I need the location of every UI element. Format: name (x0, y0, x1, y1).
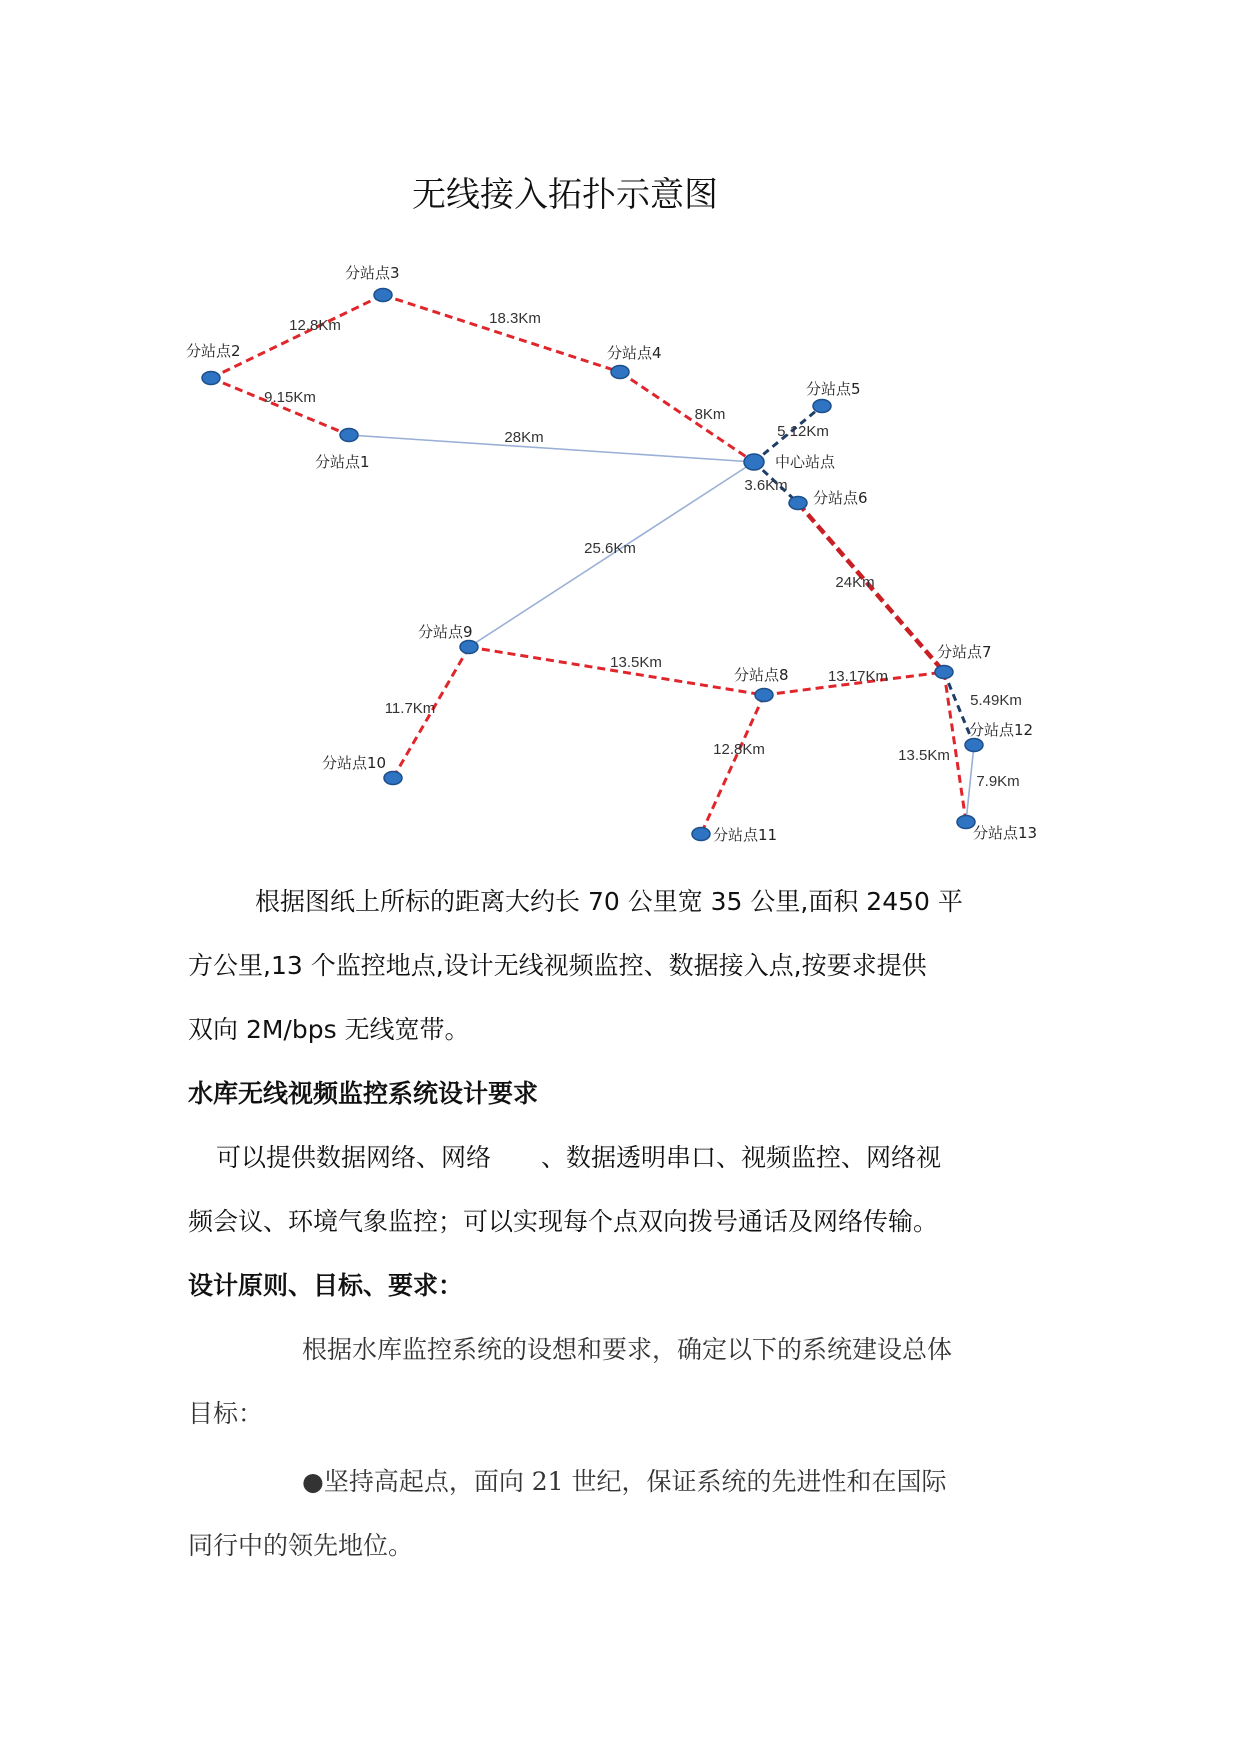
edge-distance-label: 5.12Km (777, 423, 829, 440)
edge-distance-label: 12.8Km (713, 741, 765, 758)
edge-distance-label: 28Km (504, 429, 544, 446)
para2-line1: 可以提供数据网络、网络 、数据透明串口、视频监控、网络视 (216, 1143, 942, 1172)
node-label-n3: 分站点3 (345, 264, 400, 282)
edge-distance-label: 13.5Km (610, 654, 662, 671)
edge-distance-label: 5.49Km (970, 692, 1022, 709)
para4-line1: ●坚持高起点，面向 21 世纪，保证系统的先进性和在国际 (302, 1467, 947, 1496)
edge-distance-label: 11.7Km (384, 700, 436, 717)
node-label-n2: 分站点2 (186, 342, 241, 360)
edge-n1-center (349, 435, 754, 462)
edge-n12-n13 (966, 745, 974, 822)
para2-line2: 频会议、环境气象监控；可以实现每个点双向拨号通话及网络传输。 (188, 1207, 939, 1236)
edge-n3-n4 (383, 295, 620, 372)
diagram-title: 无线接入拓扑示意图 (412, 175, 718, 215)
node-label-n11: 分站点11 (713, 826, 778, 844)
node-label-n4: 分站点4 (607, 344, 662, 362)
edge-distance-label: 24Km (835, 574, 875, 591)
node-n11 (692, 828, 710, 841)
para4-line2: 同行中的领先地位。 (188, 1531, 414, 1560)
node-n8 (755, 689, 773, 702)
edge-distance-label: 8Km (694, 406, 726, 423)
node-n5 (813, 400, 831, 413)
node-n9 (460, 641, 478, 654)
node-label-n8: 分站点8 (734, 666, 789, 684)
edge-n8-n11 (701, 695, 764, 834)
para3-line2: 目标： (188, 1399, 264, 1428)
node-n7 (935, 666, 953, 679)
node-label-n7: 分站点7 (937, 643, 992, 661)
node-n10 (384, 772, 402, 785)
node-label-n13: 分站点13 (973, 824, 1038, 842)
para3-line1: 根据水库监控系统的设想和要求，确定以下的系统建设总体 (302, 1335, 953, 1364)
node-n6 (789, 497, 807, 510)
node-label-center: 中心站点 (775, 453, 836, 471)
node-label-n6: 分站点6 (813, 489, 868, 507)
node-label-n1: 分站点1 (315, 453, 370, 471)
edge-distance-label: 12.8Km (289, 317, 341, 334)
edge-distance-label: 18.3Km (489, 310, 541, 327)
edge-distance-label: 9.15Km (264, 389, 316, 406)
node-n12 (965, 739, 983, 752)
node-n2 (202, 372, 220, 385)
edge-distance-label: 13.5Km (898, 747, 950, 764)
edge-distance-label: 7.9Km (976, 773, 1020, 790)
node-n3 (374, 289, 392, 302)
heading-design-requirements: 水库无线视频监控系统设计要求 (188, 1079, 539, 1108)
edge-distance-label: 13.17Km (827, 668, 889, 685)
para1-line1: 根据图纸上所标的距离大约长 70 公里宽 35 公里,面积 2450 平 (255, 887, 963, 916)
node-n1 (340, 429, 358, 442)
node-label-n10: 分站点10 (322, 754, 387, 772)
edge-labels (264, 310, 1022, 790)
node-center (744, 454, 764, 470)
node-label-n5: 分站点5 (806, 380, 861, 398)
nodes (202, 289, 983, 841)
edge-distance-label: 25.6Km (584, 540, 636, 557)
edge-n2-n1 (211, 378, 349, 435)
para1-line3: 双向 2M/bps 无线宽带。 (188, 1015, 470, 1044)
para1-line2: 方公里,13 个监控地点,设计无线视频监控、数据接入点,按要求提供 (188, 951, 927, 980)
heading-design-principles: 设计原则、目标、要求： (188, 1271, 464, 1300)
topology-diagram (0, 0, 1241, 870)
edge-distance-label: 3.6Km (744, 477, 788, 494)
edge-n4-center (620, 372, 754, 462)
node-n4 (611, 366, 629, 379)
node-label-n12: 分站点12 (969, 721, 1034, 739)
node-label-n9: 分站点9 (418, 623, 473, 641)
edge-n2-n3 (211, 295, 383, 378)
